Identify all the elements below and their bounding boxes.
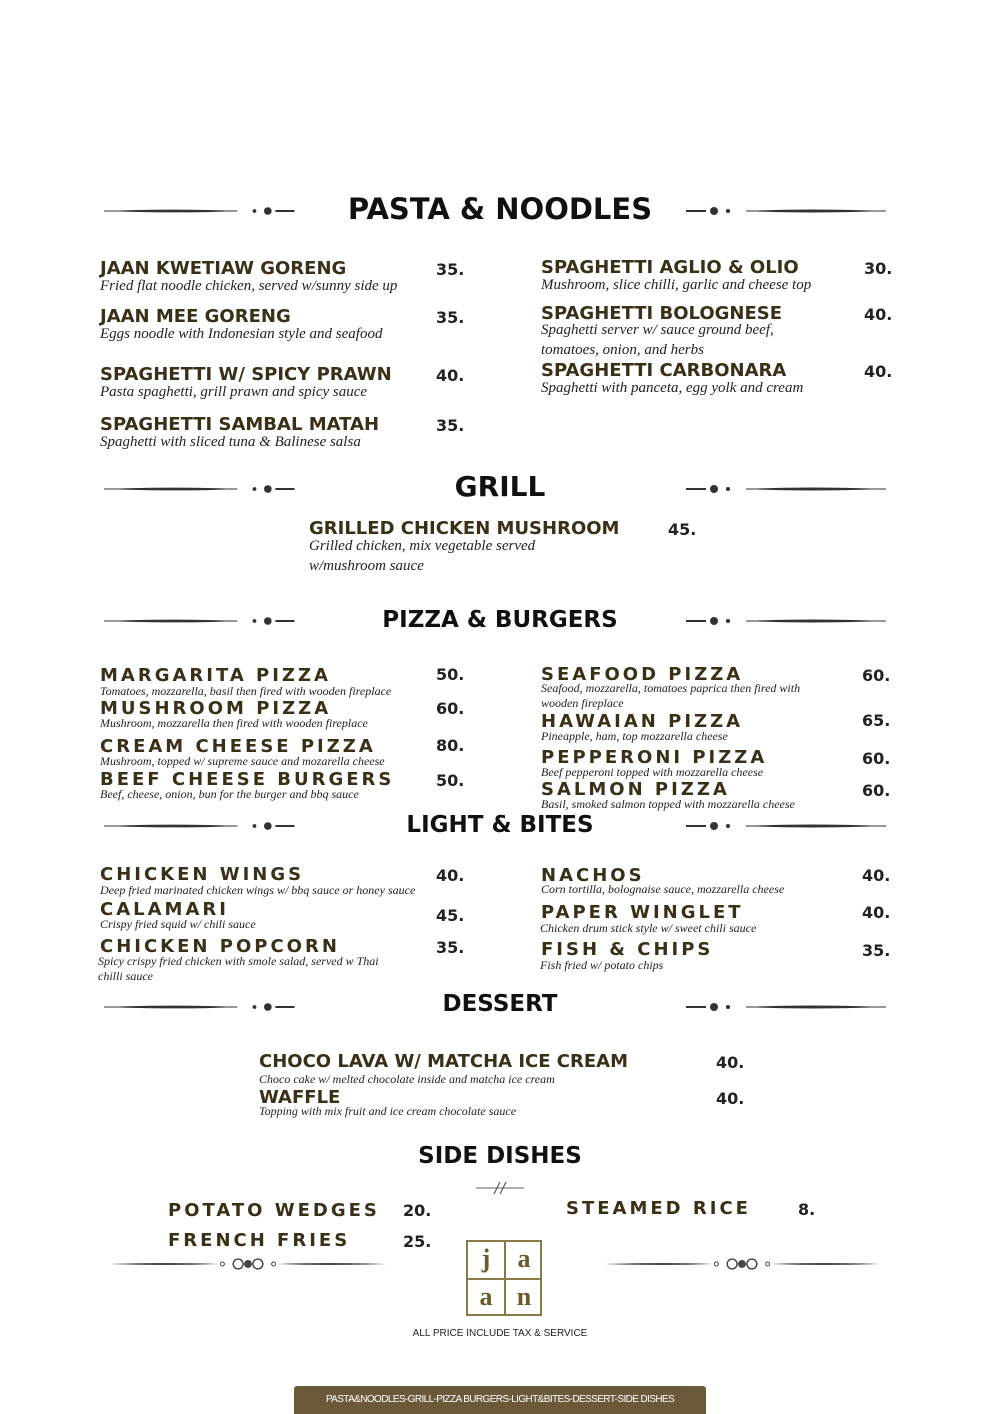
menu-item-price: 45.: [436, 906, 465, 925]
menu-item-description: Spaghetti with panceta, egg yolk and cream: [541, 380, 804, 396]
menu-item-description: Spicy crispy fried chicken with smole salad, served w Thai: [98, 954, 379, 968]
menu-item-description: Mushroom, topped w/ supreme sauce and mozarella cheese: [100, 754, 385, 768]
menu-item-name: SPAGHETTI CARBONARA: [541, 360, 787, 381]
menu-item-price: 60.: [862, 749, 891, 768]
menu-item-price: 40.: [716, 1089, 745, 1108]
menu-item-description: Choco cake w/ melted chocolate inside and matcha ice cream: [259, 1072, 555, 1086]
menu-item-price: 50.: [436, 771, 465, 790]
menu-item-price: 20.: [403, 1201, 432, 1220]
menu-item-price: 65.: [862, 711, 891, 730]
menu-item-price: 35.: [436, 938, 465, 957]
menu-item-name: SPAGHETTI BOLOGNESE: [541, 303, 783, 324]
menu-item-description: Fried flat noodle chicken, served w/sunny side up: [100, 278, 398, 294]
ornament-divider-icon: [604, 1254, 880, 1274]
menu-item-price: 40.: [716, 1053, 745, 1072]
logo-letter: a: [479, 1282, 493, 1311]
menu-item-price: 8.: [798, 1200, 816, 1219]
menu-item-price: 30.: [864, 259, 893, 278]
menu-item-name: CALAMARI: [100, 899, 229, 920]
price-note: ALL PRICE INCLUDE TAX & SERVICE: [412, 1328, 588, 1339]
section-title-grill: GRILL: [454, 470, 546, 503]
menu-item-name: GRILLED CHICKEN MUSHROOM: [309, 518, 620, 539]
jaan-logo: [466, 1240, 542, 1316]
section-title-dessert: DESSERT: [442, 991, 558, 1017]
menu-item-description: Beef pepperoni topped with mozzarella cheese: [541, 765, 764, 779]
menu-item-description: Crispy fried squid w/ chili sauce: [100, 917, 256, 931]
menu-item-name: POTATO WEDGES: [168, 1200, 380, 1221]
slash-ornament-icon: [476, 1180, 524, 1196]
menu-item-description: Corn tortilla, bolognaise sauce, mozzarella cheese: [541, 882, 785, 896]
menu-item-name: CHICKEN POPCORN: [100, 936, 340, 957]
menu-item-description: Fish fried w/ potato chips: [540, 958, 664, 972]
menu-item-name: FISH & CHIPS: [541, 939, 714, 960]
menu-item-description: Tomatoes, mozzarella, basil then fired with wooden fireplace: [100, 684, 392, 698]
menu-item-price: 50.: [436, 665, 465, 684]
section-title-light: LIGHT & BITES: [406, 812, 594, 838]
menu-item-name: MARGARITA PIZZA: [100, 665, 331, 686]
ornament-divider-icon: [104, 997, 304, 1017]
ornament-divider-icon: [676, 997, 886, 1017]
menu-item-price: 40.: [436, 866, 465, 885]
menu-item-price: 35.: [436, 260, 465, 279]
menu-item-name: SALMON PIZZA: [541, 779, 730, 800]
footer-category-bar: PASTA&NOODLES-GRILL-PIZZA BURGERS-LIGHT&BITES-DESSERT-SIDE DISHES: [294, 1386, 706, 1414]
menu-item-price: 40.: [862, 866, 891, 885]
menu-item-description: Mushroom, slice chilli, garlic and cheese top: [541, 277, 812, 293]
menu-item-description: Mushroom, mozzarella then fired with wooden fireplace: [100, 716, 368, 730]
menu-item-name: PAPER WINGLET: [541, 902, 744, 923]
menu-item-price: 35.: [862, 941, 891, 960]
menu-item-description: w/mushroom sauce: [309, 558, 424, 574]
menu-item-name: JAAN KWETIAW GORENG: [100, 258, 347, 279]
menu-item-price: 35.: [436, 308, 465, 327]
menu-item-name: SPAGHETTI SAMBAL MATAH: [100, 414, 380, 435]
menu-item-description: Basil, smoked salmon topped with mozzarella cheese: [541, 797, 795, 811]
menu-item-description: Spaghetti server w/ sauce ground beef,: [541, 322, 774, 338]
menu-item-description: Spaghetti with sliced tuna & Balinese salsa: [100, 434, 361, 450]
section-title-sides: SIDE DISHES: [418, 1143, 582, 1169]
ornament-divider-icon: [676, 201, 886, 221]
menu-item-name: CHICKEN WINGS: [100, 864, 305, 885]
menu-item-description: Seafood, mozzarella, tomatoes paprica then fired with: [541, 681, 801, 695]
menu-item-price: 40.: [864, 305, 893, 324]
menu-item-description: Beef, cheese, onion, bun for the burger and bbq sauce: [100, 787, 359, 801]
menu-item-description: Chicken drum stick style w/ sweet chili sauce: [540, 921, 757, 935]
ornament-divider-icon: [676, 611, 886, 631]
ornament-divider-icon: [104, 201, 304, 221]
menu-item-price: 40.: [436, 366, 465, 385]
menu-item-price: 60.: [436, 699, 465, 718]
menu-item-description: Topping with mix fruit and ice cream chocolate sauce: [259, 1104, 517, 1118]
logo-letter: n: [516, 1282, 532, 1311]
menu-item-description: Grilled chicken, mix vegetable served: [309, 538, 536, 554]
menu-item-name: PEPPERONI PIZZA: [541, 747, 768, 768]
menu-item-description: tomatoes, onion, and herbs: [541, 342, 704, 358]
menu-item-name: SPAGHETTI W/ SPICY PRAWN: [100, 364, 392, 385]
section-title-pasta: PASTA & NOODLES: [347, 192, 653, 226]
ornament-divider-icon: [676, 816, 886, 836]
menu-item-description: Eggs noodle with Indonesian style and seafood: [100, 326, 383, 342]
menu-item-name: CHOCO LAVA W/ MATCHA ICE CREAM: [259, 1051, 629, 1072]
ornament-divider-icon: [676, 479, 886, 499]
menu-item-description: Pasta spaghetti, grill prawn and spicy sauce: [100, 384, 368, 400]
menu-item-price: 60.: [862, 781, 891, 800]
menu-item-name: NACHOS: [541, 865, 645, 886]
menu-item-name: SPAGHETTI AGLIO & OLIO: [541, 257, 799, 278]
menu-item-description: wooden fireplace: [541, 696, 624, 710]
menu-item-price: 60.: [862, 666, 891, 685]
menu-item-description: chilli sauce: [98, 969, 153, 983]
menu-item-name: HAWAIAN PIZZA: [541, 711, 744, 732]
menu-item-description: Deep fried marinated chicken wings w/ bbq sauce or honey sauce: [100, 883, 416, 897]
menu-item-price: 35.: [436, 416, 465, 435]
menu-item-name: FRENCH FRIES: [168, 1230, 351, 1251]
menu-item-name: BEEF CHEESE BURGERS: [100, 769, 395, 790]
logo-letter: j: [481, 1244, 491, 1273]
logo-letter: a: [517, 1244, 531, 1273]
ornament-divider-icon: [104, 479, 304, 499]
section-title-pizza: PIZZA & BURGERS: [382, 607, 618, 633]
ornament-divider-icon: [104, 816, 304, 836]
ornament-divider-icon: [110, 1254, 386, 1274]
menu-item-price: 80.: [436, 736, 465, 755]
menu-item-name: SEAFOOD PIZZA: [541, 664, 744, 685]
menu-item-name: WAFFLE: [259, 1087, 341, 1108]
menu-item-name: STEAMED RICE: [566, 1198, 751, 1219]
menu-item-price: 40.: [862, 903, 891, 922]
menu-item-name: MUSHROOM PIZZA: [100, 698, 332, 719]
menu-item-price: 45.: [668, 520, 697, 539]
menu-item-name: CREAM CHEESE PIZZA: [100, 736, 376, 757]
menu-item-price: 25.: [403, 1232, 432, 1251]
menu-item-description: Pineapple, ham, top mozzarella cheese: [541, 729, 728, 743]
menu-item-price: 40.: [864, 362, 893, 381]
menu-item-name: JAAN MEE GORENG: [100, 306, 291, 327]
ornament-divider-icon: [104, 611, 304, 631]
